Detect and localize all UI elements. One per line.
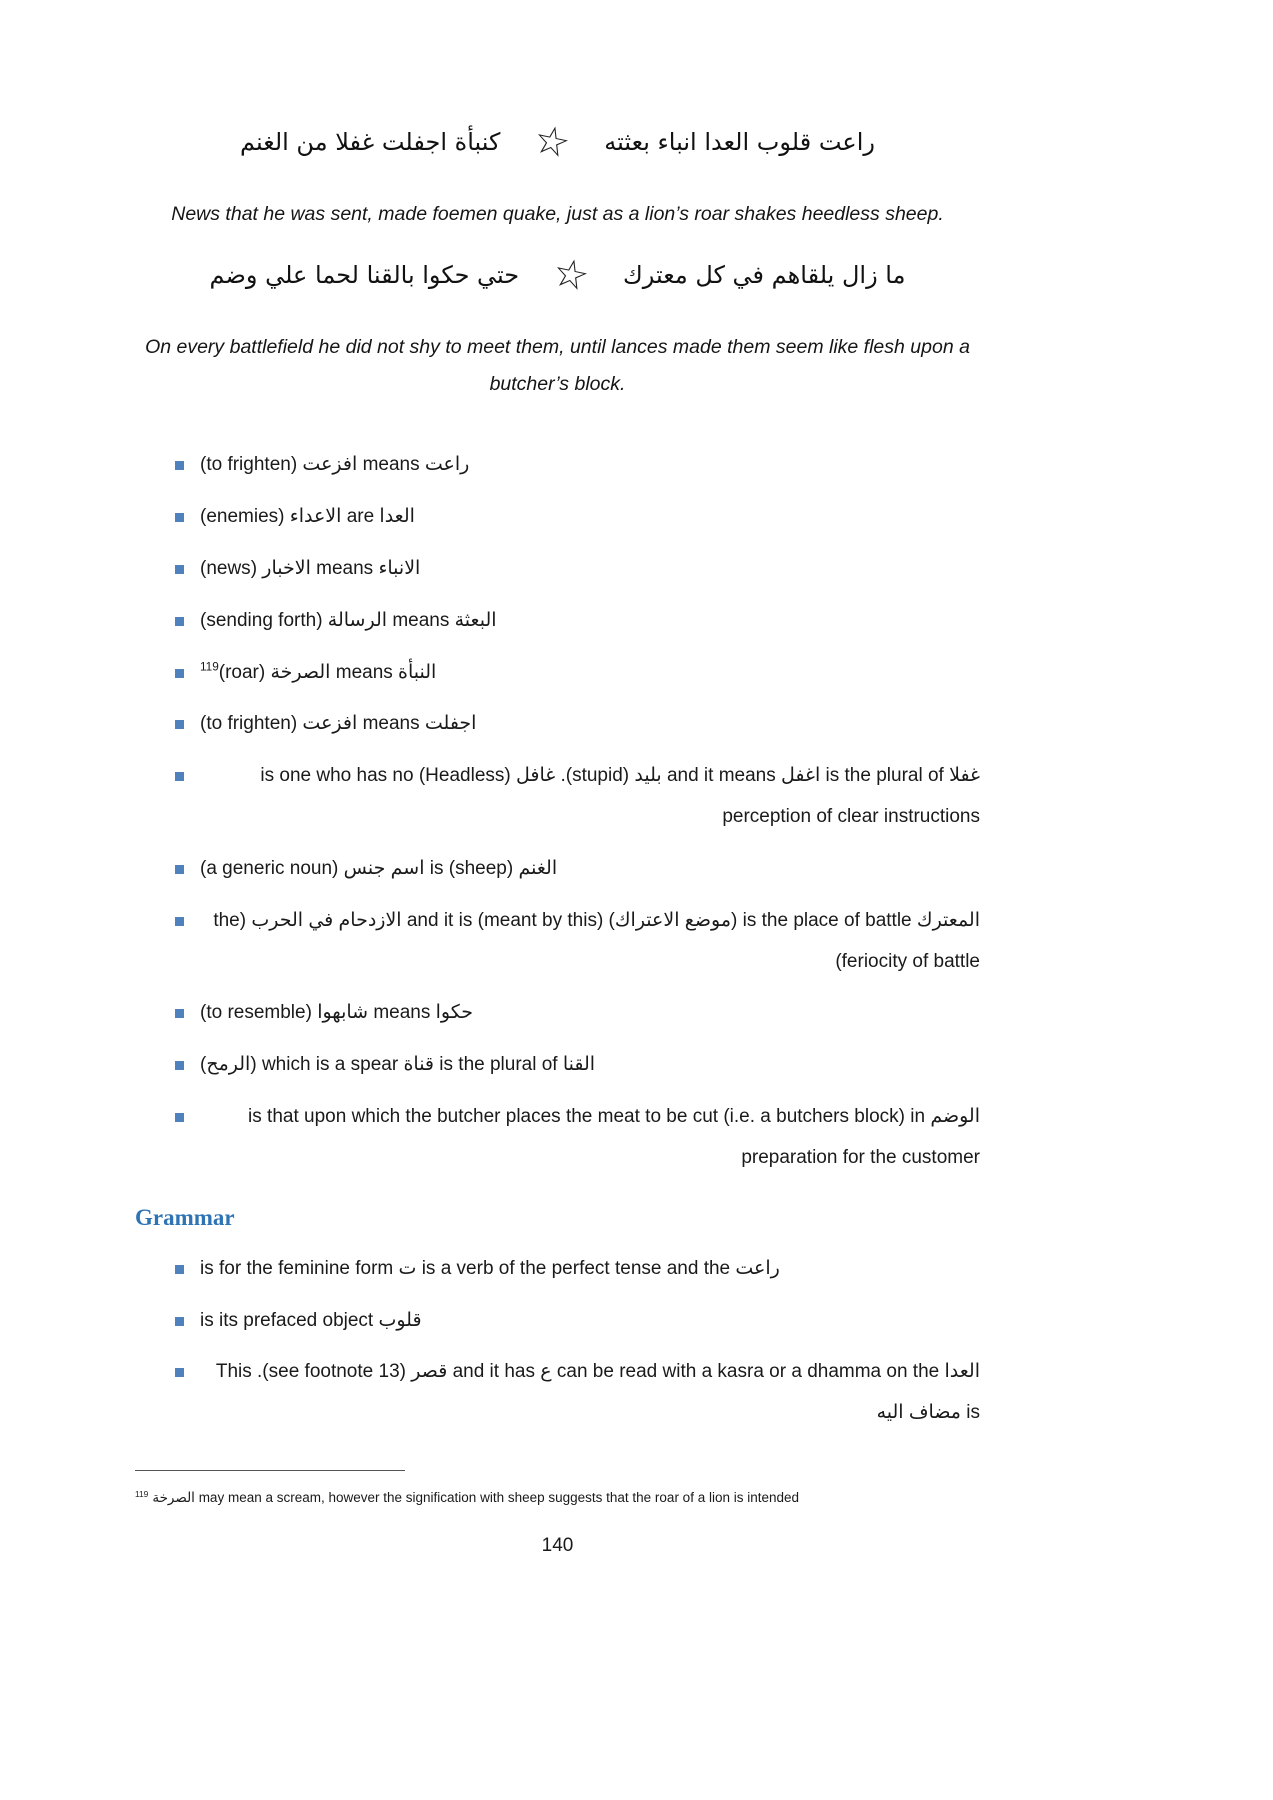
vocab-item: [175, 901, 980, 983]
bullet-square-icon: [175, 917, 184, 926]
vocab-item: [175, 1097, 980, 1179]
grammar-item: [175, 1249, 980, 1290]
grammar-heading: Grammar: [135, 1204, 235, 1230]
verse-2-second-hemistich: حتي حكوا بالقنا لحما علي وضم: [209, 261, 520, 290]
bullet-square-icon: [175, 865, 184, 874]
star-icon: ☆: [548, 248, 594, 302]
vocab-item-text: المعترك is the place of battle (موضع الاعتراك) and it is (meant by this) الازدحام في الحرب (the feriocity of battle): [213, 909, 980, 972]
vocab-item-text: البعثة means الرسالة (sending forth): [200, 609, 497, 631]
vocab-item-text: [200, 653, 436, 694]
vocab-item-text: اجفلت means افزعت (to frighten): [200, 713, 477, 735]
footnote-number: 119: [135, 1488, 149, 1499]
vocab-item-text-main: النبأة means الصرخة (roar): [218, 661, 437, 683]
vocab-item: [175, 601, 980, 642]
bullet-square-icon: [175, 1317, 184, 1326]
verse-2-translation: On every battlefield he did not shy to meet them, until lances made them seem like flesh upon a butcher’s block.: [145, 336, 970, 396]
bullet-square-icon: [175, 513, 184, 522]
vocab-item: [175, 549, 980, 590]
verse-2-first-hemistich: ما زال يلقاهم في كل معترك: [622, 261, 906, 290]
verse-line-1: [135, 115, 980, 169]
bullet-square-icon: [175, 617, 184, 626]
verse-1-translation: News that he was sent, made foemen quake, just as a lion’s roar shakes heedless sheep.: [171, 203, 944, 225]
grammar-item: [175, 1301, 980, 1342]
bullet-square-icon: [175, 1368, 184, 1377]
footnote: [135, 1487, 980, 1509]
vocab-item: [175, 756, 980, 838]
vocab-item-text: راعت means افزعت (to frighten): [200, 454, 470, 476]
vocab-item-text: غفلا is the plural of اغفل and it means بليد (stupid). غافل (Headless) is one who has no perception of clear instructions: [260, 765, 980, 828]
grammar-item: [175, 1352, 980, 1434]
bullet-square-icon: [175, 565, 184, 574]
vocab-item: [175, 1045, 980, 1086]
verse-1-second-hemistich: كنبأة اجفلت غفلا من الغنم: [240, 128, 501, 156]
bullet-square-icon: [175, 1009, 184, 1018]
vocab-item: [175, 993, 980, 1034]
vocab-item: [175, 653, 980, 694]
bullet-square-icon: [175, 461, 184, 470]
grammar-item-text: قلوب is its prefaced object: [200, 1309, 422, 1331]
bullet-square-icon: [175, 1265, 184, 1274]
bullet-square-icon: [175, 1113, 184, 1122]
vocab-item-text: الانباء means الاخبار (news): [200, 557, 421, 579]
star-icon: ☆: [530, 115, 575, 169]
vocab-item-text: الغنم (sheep) is اسم جنس (a generic noun): [200, 857, 558, 879]
vocab-item-text: الوضم is that upon which the butcher places the meat to be cut (i.e. a butchers block) in preparation for the customer: [248, 1106, 980, 1168]
bullet-square-icon: [175, 772, 184, 781]
grammar-item-text: العدا can be read with a kasra or a dhamma on the ع and it has قصر (see footnote 13). This is مضاف اليه: [215, 1361, 980, 1424]
vocab-item: [175, 849, 980, 890]
grammar-item-text: راعت is a verb of the perfect tense and the ت is for the feminine form: [200, 1257, 780, 1279]
vocab-item-text: حكوا means شابهوا (to resemble): [200, 1002, 473, 1024]
vocab-item: [175, 497, 980, 538]
verse-1-first-hemistich: راعت قلوب العدا انباء بعثته: [604, 128, 875, 156]
footnote-text: الصرخة may mean a scream, however the signification with sheep suggests that the roar of a lion is intended: [152, 1490, 800, 1506]
vocab-item: [175, 445, 980, 486]
vocab-item-text: القنا is the plural of قناة which is a spear (الرمح): [200, 1054, 596, 1076]
verse-line-2: [135, 248, 980, 302]
page-number: 140: [541, 1534, 574, 1556]
vocab-list: [135, 445, 980, 1179]
bullet-square-icon: [175, 720, 184, 729]
vocab-item: [175, 704, 980, 745]
bullet-square-icon: [175, 1061, 184, 1070]
vocab-item-text: العدا are الاعداء (enemies): [200, 505, 415, 527]
grammar-list: [135, 1249, 980, 1434]
footnote-divider: [135, 1470, 405, 1471]
page-content: [135, 115, 980, 1557]
bullet-square-icon: [175, 669, 184, 678]
footnote-reference: 119: [200, 660, 219, 674]
